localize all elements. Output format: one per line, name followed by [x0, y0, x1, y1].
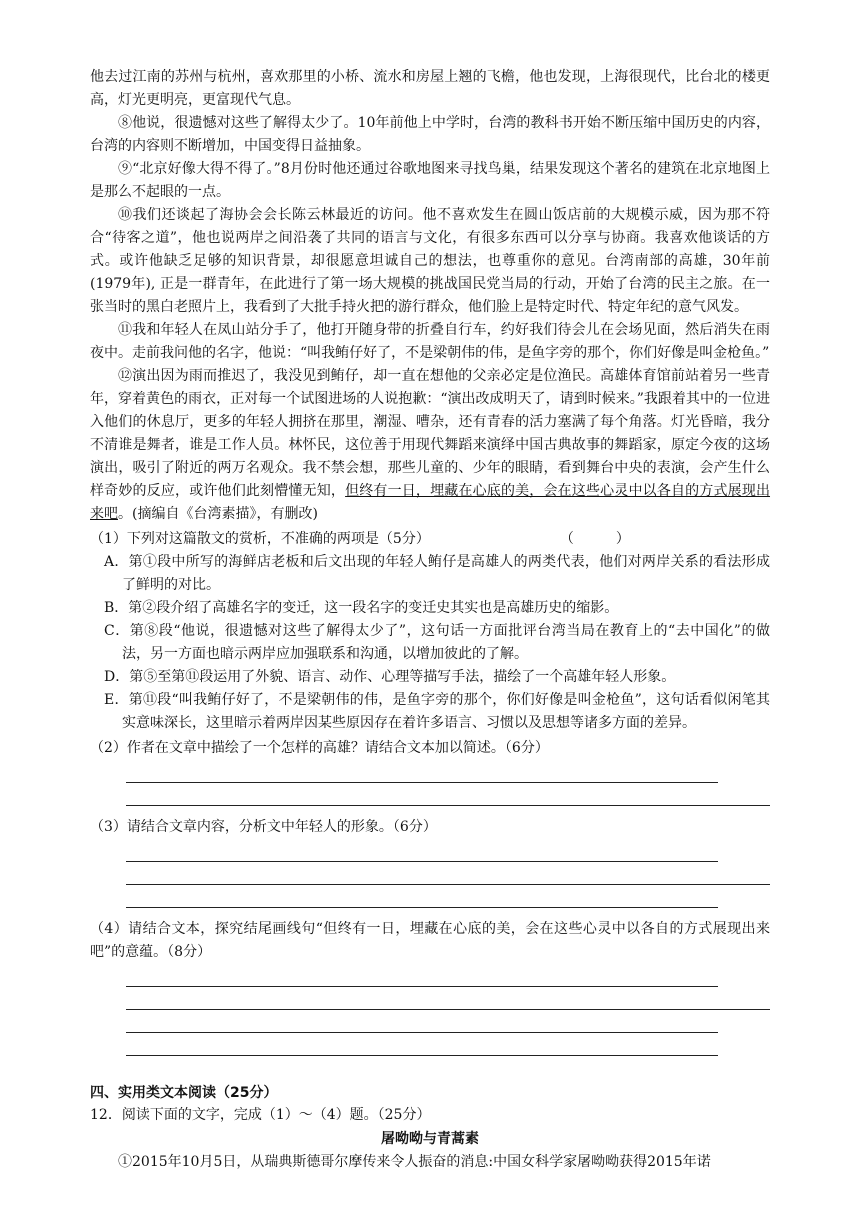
answer-line: [126, 1032, 718, 1033]
question-2: （2）作者在文章中描绘了一个怎样的高雄？请结合文本加以简述。（6分）: [90, 740, 549, 756]
answer-line: [126, 1009, 770, 1010]
question-4: （4）请结合文本，探究结尾画线句“但终有一日，埋藏在心底的美，会在这些心灵中以各自的方式展现出来吧”的意蕴。（8分）: [90, 921, 770, 960]
option-a: A．第①段中所写的海鲜店老板和后文出现的年轻人鲔仔是高雄人的两类代表，他们对两岸关系的看法形成了鲜明的对比。: [104, 554, 770, 593]
question-3: （3）请结合文章内容，分析文中年轻人的形象。（6分）: [90, 819, 437, 835]
passage-paragraph: 他去过江南的苏州与杭州，喜欢那里的小桥、流水和房屋上翘的飞檐，他也发现，上海很现代，比台北的楼更高，灯光更明亮，更富现代气息。: [90, 69, 770, 108]
question-1-text: （1）下列对这篇散文的赏析，不准确的两项是（5分）: [90, 531, 430, 547]
article-paragraph-1: ①2015年10月5日，从瑞典斯德哥尔摩传来令人振奋的消息:中国女科学家屠呦呦获得2015年诺: [118, 1154, 711, 1170]
source-note: 。(摘编自《台湾素描》，有删改): [118, 506, 318, 522]
question-1: [90, 528, 770, 551]
article-title: 屠呦呦与青蒿素: [381, 1131, 479, 1147]
answer-line: [126, 884, 770, 885]
passage-paragraph-8: ⑧他说，很遗憾对这些了解得太少了。10年前他上中学时，台湾的教科书开始不断压缩中国历史的内容，台湾的内容则不断增加，中国变得日益抽象。: [90, 115, 770, 154]
answer-line: [126, 986, 718, 987]
option-b: B．第②段介绍了高雄名字的变迁，这一段名字的变迁史其实也是高雄历史的缩影。: [104, 600, 619, 616]
answer-lines-q2: [90, 782, 770, 806]
answer-line: [126, 1055, 718, 1056]
answer-parentheses: （ ）: [559, 531, 630, 547]
passage-paragraph-10: ⑩我们还谈起了海协会会长陈云林最近的访问。他不喜欢发生在圆山饭店前的大规模示威，因为那不符合“待客之道”，他也说两岸之间沿袭了共同的语言与文化，有很多东西可以分享与协商。我喜欢他谈话的方式。或许他缺乏足够的知识背景，却很愿意坦诚自己的想法，也尊重你的意见。台湾南部的高雄，30年前(1979年), 正是一群青年，在此进行了第一场大规模的挑战国民党当局的行动，开始了台湾的民主之旅。在一张当时的黑白老照片上，我看到了大批手持火把的游行群众，他们脸上是特定时代、特定年纪的意气风发。: [90, 207, 770, 315]
underlined-sentence: 但终有一日，埋藏在心底的美，会在这些心灵中以各自的方式展现出来吧: [90, 483, 771, 522]
p12-text: ⑫演出因为雨而推迟了，我没见到鲔仔，却一直在想他的父亲必定是位渔民。高雄体育馆前站着另一些青年，穿着黄色的雨衣，正对每一个试图进场的人说抱歉：“演出改成明天了，请到时候来。”我跟着其中的一位进入他们的休息厅，更多的年轻人拥挤在那里，潮湿、嘈杂，还有青春的活力塞满了每个角落。灯光昏暗，我分不清谁是舞者，谁是工作人员。林怀民，这位善于用现代舞蹈来演绎中国古典故事的舞蹈家，原定今夜的这场演出，吸引了附近的两万名观众。我不禁会想，那些儿童的、少年的眼睛，看到舞台中央的表演，会产生什么样奇妙的反应，或许他们此刻懵懂无知，: [90, 368, 770, 499]
option-c: C．第⑧段“他说，很遗憾对这些了解得太少了”，这句话一方面批评台湾当局在教育上的“去中国化”的做法，另一方面也暗示两岸应加强联系和沟通，以增加彼此的了解。: [104, 623, 770, 662]
answer-lines-q3: [90, 861, 770, 908]
section-heading: 四、实用类文本阅读（25分）: [90, 1085, 278, 1101]
answer-line: [126, 805, 770, 806]
passage-paragraph-11: ⑪我和年轻人在凤山站分手了，他打开随身带的折叠自行车，约好我们待会儿在会场见面，然后消失在雨夜中。走前我问他的名字，他说：“叫我鲔仔好了，不是梁朝伟的伟，是鱼字旁的那个，你们好像是叫金枪鱼。”: [90, 322, 770, 361]
passage-paragraph-9: ⑨“北京好像大得不得了。”8月份时他还通过谷歌地图来寻找鸟巢，结果发现这个著名的建筑在北京地图上是那么不起眼的一点。: [90, 161, 770, 200]
answer-line: [126, 907, 718, 908]
option-d: D．第⑤至第⑪段运用了外貌、语言、动作、心理等描写手法，描绘了一个高雄年轻人形象。: [104, 669, 676, 685]
answer-line: [126, 782, 718, 783]
option-e: E．第⑪段“叫我鲔仔好了，不是梁朝伟的伟，是鱼字旁的那个，你们好像是叫金枪鱼”，这句话看似闲笔其实意味深长，这里暗示着两岸因某些原因存在着许多语言、习惯以及思想等诸多方面的差异。: [104, 692, 770, 731]
answer-line: [126, 861, 718, 862]
exam-page: [90, 66, 770, 1174]
passage-paragraph-12: [90, 365, 770, 526]
answer-lines-q4: [90, 986, 770, 1056]
question-12: 12．阅读下面的文字，完成（1）～（4）题。（25分）: [90, 1107, 431, 1123]
